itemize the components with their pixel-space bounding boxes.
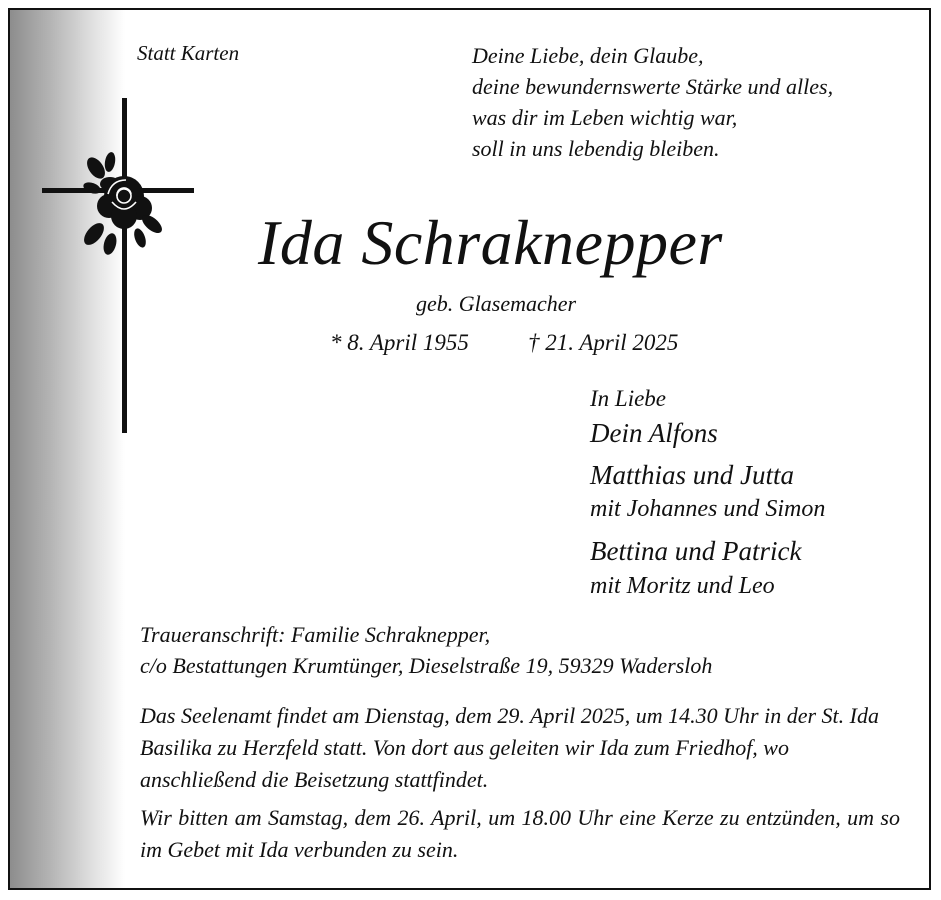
birth-name: geb. Glasemacher (416, 291, 577, 316)
obituary-card (8, 8, 931, 890)
candle-paragraph: Wir bitten am Samstag, dem 26. April, um 18.00 Uhr eine Kerze zu entzünden, um so im Gebet mit Ida verbunden zu sein. (140, 805, 900, 862)
deceased-name: Ida Schraknepper (258, 207, 723, 278)
mourner-line: Bettina und Patrick (590, 536, 802, 566)
birth-date: * 8. April 1955 (330, 330, 469, 355)
mourner-line: Matthias und Jutta (590, 460, 794, 490)
poem-line: Deine Liebe, dein Glaube, (472, 43, 704, 68)
poem-line: was dir im Leben wichtig war, (472, 105, 738, 130)
poem-block (472, 40, 833, 164)
statt-karten-label: Statt Karten (137, 41, 240, 65)
mourner-line: Dein Alfons (590, 418, 718, 448)
mourner-line: mit Johannes und Simon (590, 496, 826, 522)
poem-line: soll in uns lebendig bleiben. (472, 136, 720, 161)
poem-line: deine bewundernswerte Stärke und alles, (472, 74, 834, 99)
mourners-intro: In Liebe (590, 386, 667, 411)
cross-with-rose-icon (34, 98, 194, 443)
address-line: c/o Bestattungen Krumtünger, Dieselstraße 19, 59329 Wadersloh (140, 653, 713, 678)
address-line: Traueranschrift: Familie Schraknepper, (140, 622, 491, 647)
service-paragraph: Das Seelenamt findet am Dienstag, dem 29. April 2025, um 14.30 Uhr in der St. Ida Basilika zu Herzfeld statt. Von dort aus geleiten wir Ida zum Friedhof, wo anschließend die Beisetzung stattfindet. (140, 703, 879, 792)
death-date: † 21. April 2025 (528, 330, 679, 355)
mourner-line: mit Moritz und Leo (590, 573, 775, 599)
